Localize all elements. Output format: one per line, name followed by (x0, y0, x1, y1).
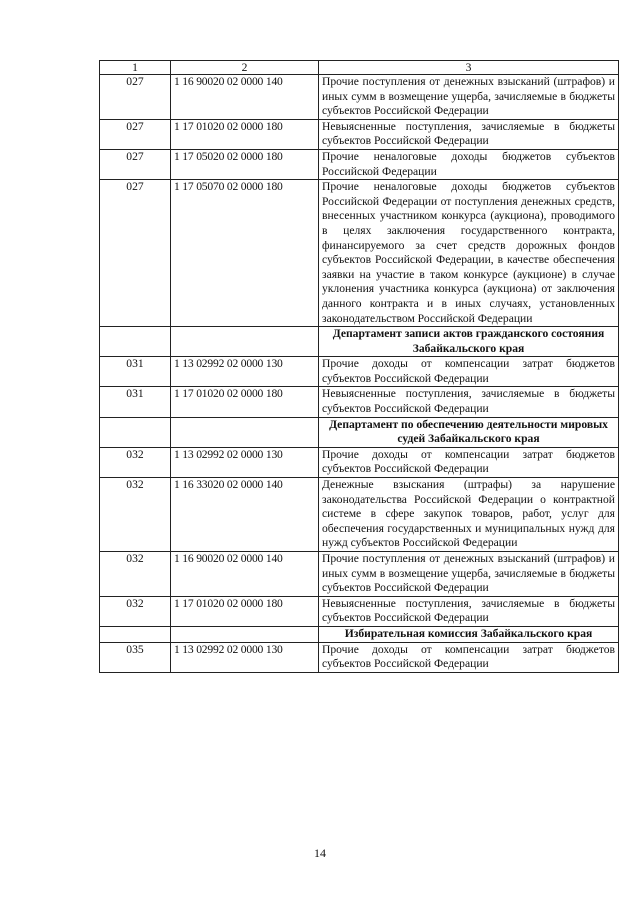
section-header-row (100, 417, 619, 447)
revenue-code-cell: 1 13 02992 02 0000 130 (171, 642, 319, 672)
revenue-description-cell: Прочие неналоговые доходы бюджетов субъектов Российской Федерации от поступления денежных средств, внесенных участником конкурса (аукциона), проводимого в целях заключения государственного контракта, финансируемого за счет средств дорожных фондов субъектов Российской Федерации, в качестве обеспечения заявки на участие в таком конкурсе (аукционе) в случае уклонения участника конкурса (аукциона) от заключения данного контракта и в иных случаях, установленных законодательством Российской Федерации (319, 180, 619, 327)
revenue-description-cell: Невыясненные поступления, зачисляемые в бюджеты субъектов Российской Федерации (319, 387, 619, 417)
admin-code-cell: 032 (100, 596, 171, 626)
admin-code-cell: 032 (100, 552, 171, 597)
admin-code-cell: 027 (100, 149, 171, 179)
table-header-row (100, 61, 619, 75)
admin-code-cell: 027 (100, 75, 171, 120)
section-header-row (100, 626, 619, 642)
empty-cell (100, 417, 171, 447)
revenue-code-cell: 1 17 05070 02 0000 180 (171, 180, 319, 327)
admin-code-cell: 035 (100, 642, 171, 672)
table-row (100, 75, 619, 120)
revenue-code-cell: 1 16 33020 02 0000 140 (171, 478, 319, 552)
empty-cell (171, 626, 319, 642)
table-row (100, 596, 619, 626)
table-body (100, 75, 619, 673)
table-row (100, 447, 619, 477)
empty-cell (171, 417, 319, 447)
admin-code-cell: 031 (100, 357, 171, 387)
revenue-description-cell: Прочие поступления от денежных взысканий (штрафов) и иных сумм в возмещение ущерба, зачисляемые в бюджеты субъектов Российской Федерации (319, 75, 619, 120)
table-row (100, 149, 619, 179)
admin-code-cell: 027 (100, 119, 171, 149)
document-page (99, 60, 618, 673)
table-row (100, 478, 619, 552)
admin-code-cell: 027 (100, 180, 171, 327)
revenue-code-cell: 1 13 02992 02 0000 130 (171, 357, 319, 387)
revenue-code-cell: 1 17 01020 02 0000 180 (171, 119, 319, 149)
table-row (100, 552, 619, 597)
revenue-description-cell: Прочие поступления от денежных взысканий (штрафов) и иных сумм в возмещение ущерба, зачисляемые в бюджеты субъектов Российской Федерации (319, 552, 619, 597)
admin-code-cell: 032 (100, 478, 171, 552)
budget-revenue-table (99, 60, 619, 673)
section-header-title: Департамент записи актов гражданского состояния Забайкальского края (319, 327, 619, 357)
section-header-row (100, 327, 619, 357)
revenue-description-cell: Прочие доходы от компенсации затрат бюджетов субъектов Российской Федерации (319, 447, 619, 477)
section-header-title: Избирательная комиссия Забайкальского края (319, 626, 619, 642)
revenue-code-cell: 1 17 01020 02 0000 180 (171, 387, 319, 417)
revenue-code-cell: 1 17 01020 02 0000 180 (171, 596, 319, 626)
empty-cell (100, 327, 171, 357)
revenue-code-cell: 1 16 90020 02 0000 140 (171, 552, 319, 597)
column-header-1: 1 (100, 61, 171, 75)
revenue-description-cell: Невыясненные поступления, зачисляемые в бюджеты субъектов Российской Федерации (319, 119, 619, 149)
admin-code-cell: 032 (100, 447, 171, 477)
revenue-description-cell: Прочие доходы от компенсации затрат бюджетов субъектов Российской Федерации (319, 642, 619, 672)
section-header-title: Департамент по обеспечению деятельности мировых судей Забайкальского края (319, 417, 619, 447)
revenue-description-cell: Невыясненные поступления, зачисляемые в бюджеты субъектов Российской Федерации (319, 596, 619, 626)
revenue-description-cell: Денежные взыскания (штрафы) за нарушение законодательства Российской Федерации о контрактной системе в сфере закупок товаров, работ, услуг для обеспечения государственных и муниципальных нужд для нужд субъектов Российской Федерации (319, 478, 619, 552)
column-header-3: 3 (319, 61, 619, 75)
column-header-2: 2 (171, 61, 319, 75)
page-number: 14 (314, 846, 326, 860)
table-row (100, 387, 619, 417)
revenue-code-cell: 1 13 02992 02 0000 130 (171, 447, 319, 477)
revenue-code-cell: 1 17 05020 02 0000 180 (171, 149, 319, 179)
revenue-code-cell: 1 16 90020 02 0000 140 (171, 75, 319, 120)
empty-cell (100, 626, 171, 642)
revenue-description-cell: Прочие доходы от компенсации затрат бюджетов субъектов Российской Федерации (319, 357, 619, 387)
admin-code-cell: 031 (100, 387, 171, 417)
empty-cell (171, 327, 319, 357)
revenue-description-cell: Прочие неналоговые доходы бюджетов субъектов Российской Федерации (319, 149, 619, 179)
table-row (100, 180, 619, 327)
table-row (100, 119, 619, 149)
table-row (100, 642, 619, 672)
table-row (100, 357, 619, 387)
